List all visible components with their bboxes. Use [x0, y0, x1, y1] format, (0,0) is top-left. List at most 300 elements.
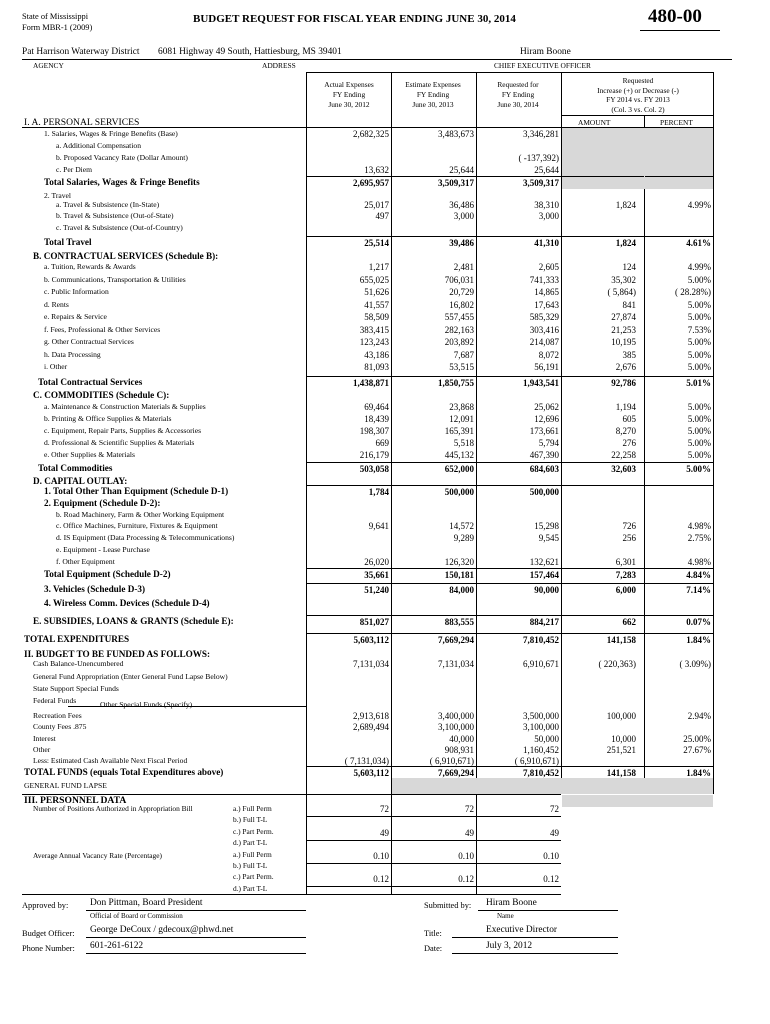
- row-label: D. CAPITAL OUTLAY:: [33, 476, 128, 486]
- form-label: Form MBR-1 (2009): [22, 23, 93, 32]
- ceo-caption: CHIEF EXECUTIVE OFFICER: [494, 61, 591, 70]
- row-value: 25.00%: [683, 734, 711, 744]
- row-value: 126,320: [444, 557, 474, 567]
- row-label: Total Travel: [44, 237, 92, 247]
- row-label: f. Other Equipment: [56, 557, 115, 566]
- row-value: 5.00%: [687, 362, 711, 372]
- budget-officer-value: George DeCoux / gdecoux@phwd.net: [90, 925, 234, 935]
- total-rule: [477, 485, 561, 486]
- row-value: 4.99%: [687, 200, 711, 210]
- row-value: 4.84%: [686, 570, 711, 580]
- row-label: e. Equipment - Lease Purchase: [56, 545, 150, 554]
- row-value: 5,794: [538, 438, 559, 448]
- row-value: 27,874: [611, 312, 636, 322]
- total-rule: [392, 583, 476, 584]
- total-rule: [307, 766, 391, 767]
- row-value: 50,000: [534, 734, 559, 744]
- row-value: 25,644: [534, 165, 559, 175]
- row-value: 1,943,541: [523, 378, 559, 388]
- row-value: 10,000: [611, 734, 636, 744]
- total-rule: [477, 462, 561, 463]
- row-value: 32,603: [611, 464, 636, 474]
- personnel-sub-label: a.) Full Perm: [233, 804, 272, 813]
- total-rule: [645, 615, 713, 616]
- row-value: 2,682,325: [353, 129, 389, 139]
- row-label: h. Data Processing: [44, 350, 101, 359]
- page-title: BUDGET REQUEST FOR FISCAL YEAR ENDING JUNE 30, 2014: [193, 13, 516, 25]
- total-rule: [307, 462, 391, 463]
- approved-label: Approved by:: [22, 901, 69, 910]
- row-value: 652,000: [444, 464, 474, 474]
- total-rule: [392, 615, 476, 616]
- row-label: a. Tuition, Rewards & Awards: [44, 262, 136, 271]
- col-amount-header: AMOUNT: [578, 118, 611, 127]
- row-value: 3,100,000: [438, 722, 474, 732]
- official-caption: Official of Board or Commission: [90, 912, 183, 920]
- row-value: 500,000: [529, 487, 559, 497]
- row-label: b. Proposed Vacancy Rate (Dollar Amount): [56, 153, 188, 162]
- row-label: Interest: [33, 734, 56, 743]
- row-value: 56,191: [534, 362, 559, 372]
- personnel-value: 72: [550, 804, 559, 814]
- row-value: 35,661: [364, 570, 389, 580]
- total-rule: [477, 615, 561, 616]
- row-value: ( 220,363): [598, 659, 636, 669]
- state-label: State of Mississippi: [22, 12, 89, 21]
- row-value: 7,687: [453, 350, 474, 360]
- personnel-rule: [307, 816, 391, 817]
- total-rule: [392, 485, 476, 486]
- row-value: 5,603,112: [353, 635, 389, 645]
- row-label: c. Public Information: [44, 287, 109, 296]
- row-value: 1,160,452: [523, 745, 559, 755]
- row-value: 69,464: [364, 402, 389, 412]
- row-value: 7,669,294: [438, 635, 474, 645]
- row-value: 7,131,034: [353, 659, 389, 669]
- personnel-rule: [477, 840, 561, 841]
- row-value: 2,689,494: [353, 722, 389, 732]
- agency-caption: AGENCY: [33, 61, 64, 70]
- row-value: 84,000: [449, 585, 474, 595]
- row-value: 3,000: [453, 211, 474, 221]
- row-value: 706,031: [444, 275, 474, 285]
- row-value: 58,509: [364, 312, 389, 322]
- total-rule: [645, 485, 713, 486]
- row-value: 22,258: [611, 450, 636, 460]
- total-rule: [562, 236, 644, 237]
- row-value: 9,641: [368, 521, 389, 531]
- row-value: 0.07%: [686, 617, 711, 627]
- row-label: TOTAL FUNDS (equals Total Expenditures above): [24, 767, 224, 777]
- row-value: 38,310: [534, 200, 559, 210]
- agency-name: Pat Harrison Waterway District: [22, 47, 140, 57]
- row-label: e. Other Supplies & Materials: [44, 450, 135, 459]
- personnel-sub-label: c.) Part Perm.: [233, 826, 274, 836]
- row-value: 26,020: [364, 557, 389, 567]
- personnel-value: 0.12: [543, 874, 559, 884]
- row-label: a. Additional Compensation: [56, 141, 141, 150]
- personnel-sub-label: d.) Part T-L: [233, 838, 268, 848]
- row-value: 25,644: [449, 165, 474, 175]
- row-label: 2. Travel: [44, 191, 72, 200]
- row-label: b. Communications, Transportation & Utilities: [44, 275, 186, 284]
- row-value: 20,729: [449, 287, 474, 297]
- row-value: 35,302: [611, 275, 636, 285]
- total-rule: [307, 376, 391, 377]
- row-value: 141,158: [606, 635, 636, 645]
- row-value: 2,481: [453, 262, 474, 272]
- total-rule: [477, 568, 561, 569]
- row-label: c. Per Diem: [56, 165, 93, 174]
- row-value: ( 5,864): [607, 287, 636, 297]
- row-value: 3,483,673: [438, 129, 474, 139]
- personnel-rule: [307, 886, 391, 887]
- row-value: 3,400,000: [438, 711, 474, 721]
- row-value: 726: [622, 521, 636, 531]
- personnel-rule: [307, 863, 391, 864]
- total-rule: [645, 633, 713, 634]
- row-value: 383,415: [359, 325, 389, 335]
- row-label: i. Other: [44, 362, 68, 371]
- row-value: 585,329: [529, 312, 559, 322]
- row-label: d. Professional & Scientific Supplies & Materials: [44, 438, 195, 447]
- total-rule: [562, 176, 644, 177]
- row-value: 5.00%: [687, 450, 711, 460]
- row-value: 6,910,671: [523, 659, 559, 669]
- row-value: 41,310: [534, 238, 559, 248]
- row-value: 41,557: [364, 300, 389, 310]
- agency-address: 6081 Highway 49 South, Hattiesburg, MS 39401: [158, 47, 342, 57]
- row-value: 4.98%: [687, 521, 711, 531]
- row-label: c. Equipment, Repair Parts, Supplies & Accessories: [44, 426, 202, 435]
- row-value: 25,017: [364, 200, 389, 210]
- row-label: d. IS Equipment (Data Processing & Telecommunications): [56, 533, 235, 542]
- personnel-sub-label: b.) Full T-L: [233, 861, 268, 870]
- row-label: a. Travel & Subsistence (In-State): [56, 200, 160, 209]
- personnel-rule: [477, 886, 561, 887]
- row-value: 92,786: [611, 378, 636, 388]
- personnel-sub-label: c.) Part Perm.: [233, 872, 274, 882]
- row-value: 883,555: [444, 617, 474, 627]
- row-value: 303,416: [529, 325, 559, 335]
- total-rule: [307, 568, 391, 569]
- row-value: 141,158: [606, 768, 636, 778]
- row-value: 3,346,281: [523, 129, 559, 139]
- row-value: 3,500,000: [523, 711, 559, 721]
- row-value: 5.00%: [686, 464, 711, 474]
- personnel-value: 0.10: [458, 851, 474, 861]
- row-label: Total Contractual Services: [38, 377, 143, 387]
- row-value: 216,179: [359, 450, 389, 460]
- row-value: 2,676: [615, 362, 636, 372]
- row-value: 124: [622, 262, 636, 272]
- total-rule: [477, 766, 561, 767]
- row-label: E. SUBSIDIES, LOANS & GRANTS (Schedule E):: [33, 616, 234, 626]
- row-value: 684,603: [529, 464, 559, 474]
- row-label: Cash Balance-Unencumbered: [33, 659, 124, 668]
- row-value: 8,072: [538, 350, 559, 360]
- total-rule: [307, 485, 391, 486]
- total-rule: [562, 583, 644, 584]
- personnel-rule: [392, 816, 476, 817]
- row-value: ( 6,910,671): [429, 756, 474, 766]
- row-value: 3,509,317: [438, 178, 474, 188]
- row-value: 14,865: [534, 287, 559, 297]
- row-label: II. BUDGET TO BE FUNDED AS FOLLOWS:: [24, 649, 211, 659]
- row-value: 173,661: [529, 426, 559, 436]
- total-rule: [392, 376, 476, 377]
- row-label: Total Equipment (Schedule D-2): [44, 569, 171, 579]
- other-special-funds-label: Other Special Funds (Specify): [100, 700, 193, 709]
- row-label: County Fees .875: [33, 722, 87, 731]
- total-rule: [307, 583, 391, 584]
- row-label: GENERAL FUND LAPSE: [24, 781, 107, 790]
- row-value: 908,931: [444, 745, 474, 755]
- total-rule: [392, 568, 476, 569]
- row-value: 497: [375, 211, 389, 221]
- total-rule: [645, 568, 713, 569]
- total-rule: [477, 176, 561, 177]
- row-value: 5.00%: [687, 426, 711, 436]
- row-value: 14,572: [449, 521, 474, 531]
- personnel-value: 72: [465, 804, 474, 814]
- total-rule: [477, 583, 561, 584]
- row-value: 8,270: [615, 426, 636, 436]
- col-actual-header: Actual Expenses FY Ending June 30, 2012: [324, 80, 374, 109]
- row-value: ( 7,131,034): [344, 756, 389, 766]
- row-label: f. Fees, Professional & Other Services: [44, 325, 161, 334]
- row-value: 17,643: [534, 300, 559, 310]
- row-label: General Fund Appropriation (Enter General Fund Lapse Below): [33, 672, 228, 681]
- date-value: July 3, 2012: [486, 941, 533, 951]
- row-value: 12,091: [449, 414, 474, 424]
- date-label: Date:: [424, 944, 443, 953]
- row-value: 25,062: [534, 402, 559, 412]
- row-value: 7,283: [615, 570, 636, 580]
- row-value: 5.00%: [687, 300, 711, 310]
- row-value: 36,486: [449, 200, 474, 210]
- row-value: 157,464: [529, 570, 559, 580]
- personnel-rule: [392, 863, 476, 864]
- total-rule: [392, 633, 476, 634]
- row-value: 51,626: [364, 287, 389, 297]
- row-label: C. COMMODITIES (Schedule C):: [33, 390, 170, 400]
- row-value: 18,439: [364, 414, 389, 424]
- row-value: 7.14%: [686, 585, 711, 595]
- row-value: 81,093: [364, 362, 389, 372]
- row-value: 10,195: [611, 337, 636, 347]
- row-value: 7,669,294: [438, 768, 474, 778]
- row-value: 282,163: [444, 325, 474, 335]
- row-value: 841: [622, 300, 636, 310]
- title-value: Executive Director: [486, 925, 558, 935]
- row-label: 2. Equipment (Schedule D-2):: [44, 498, 161, 508]
- row-value: 1,438,871: [353, 378, 389, 388]
- row-label: B. CONTRACTUAL SERVICES (Schedule B):: [33, 251, 219, 261]
- col-change-header: Requested Increase (+) or Decrease (-) FY 2014 vs. FY 2013 (Col. 3 vs. Col. 2): [597, 76, 679, 114]
- row-value: 2.75%: [687, 533, 711, 543]
- row-value: 53,515: [449, 362, 474, 372]
- address-caption: ADDRESS: [262, 61, 296, 70]
- row-value: 23,868: [449, 402, 474, 412]
- total-rule: [307, 615, 391, 616]
- row-value: 9,545: [538, 533, 559, 543]
- row-value: 90,000: [534, 585, 559, 595]
- row-value: 5.01%: [686, 378, 711, 388]
- row-value: 5.00%: [687, 312, 711, 322]
- personnel-sub-label: a.) Full Perm: [233, 849, 272, 859]
- total-rule: [645, 462, 713, 463]
- col-requested-header: Requested for FY Ending June 30, 2014: [497, 80, 539, 109]
- total-rule: [392, 462, 476, 463]
- row-value: 7.53%: [687, 325, 711, 335]
- submitted-label: Submitted by:: [424, 901, 472, 910]
- row-value: 150,181: [444, 570, 474, 580]
- row-value: 5.00%: [687, 275, 711, 285]
- row-value: 1,824: [615, 200, 636, 210]
- row-value: 4.98%: [687, 557, 711, 567]
- phone-label: Phone Number:: [22, 944, 75, 953]
- row-value: ( 3.09%): [679, 659, 711, 669]
- row-value: 39,486: [449, 238, 474, 248]
- row-label: b. Travel & Subsistence (Out-of-State): [56, 211, 174, 220]
- row-value: 884,217: [529, 617, 559, 627]
- personnel-rule: [392, 840, 476, 841]
- personnel-sub-label: d.) Part T-L: [233, 883, 268, 893]
- title-label: Title:: [424, 929, 442, 938]
- row-label: c. Travel & Subsistence (Out-of-Country): [56, 223, 183, 232]
- positions-label: Number of Positions Authorized in Appropriation Bill: [33, 804, 193, 813]
- row-label: State Support Special Funds: [33, 684, 119, 693]
- row-value: 7,810,452: [523, 635, 559, 645]
- vacancy-label: Average Annual Vacancy Rate (Percentage): [33, 851, 162, 860]
- row-value: 655,025: [359, 275, 389, 285]
- row-value: 5.00%: [687, 337, 711, 347]
- col-percent-header: PERCENT: [660, 118, 693, 127]
- row-label: Less: Estimated Cash Available Next Fiscal Period: [33, 756, 188, 765]
- row-value: ( -137,392): [518, 153, 559, 163]
- row-value: 5.00%: [687, 402, 711, 412]
- row-value: 276: [622, 438, 636, 448]
- personnel-value: 49: [465, 828, 474, 838]
- personnel-value: 49: [380, 828, 389, 838]
- row-label: 4. Wireless Comm. Devices (Schedule D-4): [44, 598, 210, 608]
- row-value: 25,514: [364, 238, 389, 248]
- row-label: e. Repairs & Service: [44, 312, 107, 321]
- total-rule: [307, 236, 391, 237]
- row-value: 3,100,000: [523, 722, 559, 732]
- row-label: Other: [33, 745, 51, 754]
- total-rule: [477, 633, 561, 634]
- ceo-name: Hiram Boone: [520, 47, 571, 57]
- personnel-value: 0.12: [458, 874, 474, 884]
- row-value: 503,058: [359, 464, 389, 474]
- total-rule: [645, 376, 713, 377]
- total-rule: [562, 376, 644, 377]
- total-rule: [562, 615, 644, 616]
- row-value: 4.99%: [687, 262, 711, 272]
- row-value: 12,696: [534, 414, 559, 424]
- row-value: 7,810,452: [523, 768, 559, 778]
- row-value: 500,000: [444, 487, 474, 497]
- total-rule: [562, 568, 644, 569]
- row-value: 1.84%: [686, 635, 711, 645]
- row-value: 123,243: [359, 337, 389, 347]
- personnel-value: 0.12: [373, 874, 389, 884]
- total-rule: [562, 485, 644, 486]
- row-value: 1,850,755: [438, 378, 474, 388]
- row-value: 5,518: [453, 438, 474, 448]
- row-value: 5.00%: [687, 350, 711, 360]
- personnel-rule: [307, 840, 391, 841]
- row-value: 1,217: [368, 262, 389, 272]
- personnel-value: 0.10: [373, 851, 389, 861]
- row-label: 1. Salaries, Wages & Fringe Benefits (Base): [44, 129, 178, 138]
- row-value: 5,603,112: [353, 768, 389, 778]
- row-value: 43,186: [364, 350, 389, 360]
- personnel-rule: [392, 886, 476, 887]
- personnel-value: 0.10: [543, 851, 559, 861]
- row-value: 214,087: [529, 337, 559, 347]
- row-value: 13,632: [364, 165, 389, 175]
- total-rule: [307, 176, 391, 177]
- row-value: 256: [622, 533, 636, 543]
- row-value: 1,824: [615, 238, 636, 248]
- row-value: 2,605: [538, 262, 559, 272]
- total-rule: [392, 176, 476, 177]
- row-value: 51,240: [364, 585, 389, 595]
- row-value: 15,298: [534, 521, 559, 531]
- row-label: III. PERSONNEL DATA: [24, 795, 127, 806]
- row-value: 2,913,618: [353, 711, 389, 721]
- row-value: 16,802: [449, 300, 474, 310]
- total-rule: [307, 633, 391, 634]
- row-value: 40,000: [449, 734, 474, 744]
- row-label: I. A. PERSONAL SERVICES: [24, 117, 140, 128]
- total-rule: [562, 766, 644, 767]
- approved-name: Don Pittman, Board President: [90, 898, 203, 908]
- total-rule: [392, 766, 476, 767]
- row-value: 3,509,317: [523, 178, 559, 188]
- row-value: ( 28.28%): [675, 287, 711, 297]
- row-value: 5.00%: [687, 414, 711, 424]
- personnel-rule: [477, 863, 561, 864]
- total-rule: [392, 236, 476, 237]
- total-rule: [477, 236, 561, 237]
- row-value: 7,131,034: [438, 659, 474, 669]
- row-value: 100,000: [606, 711, 636, 721]
- row-value: 605: [622, 414, 636, 424]
- budget-officer-label: Budget Officer:: [22, 929, 75, 938]
- row-label: b. Road Machinery, Farm & Other Working Equipment: [56, 510, 225, 519]
- row-value: 557,455: [444, 312, 474, 322]
- row-value: 445,132: [444, 450, 474, 460]
- submitted-name: Hiram Boone: [486, 898, 537, 908]
- row-value: 6,000: [615, 585, 636, 595]
- total-rule: [645, 766, 713, 767]
- row-label: g. Other Contractual Services: [44, 337, 134, 346]
- row-label: b. Printing & Office Supplies & Materials: [44, 414, 172, 423]
- phone-value: 601-261-6122: [90, 941, 144, 951]
- row-label: 1. Total Other Than Equipment (Schedule D-1): [44, 486, 229, 496]
- col-estimate-header: Estimate Expenses FY Ending June 30, 2013: [405, 80, 461, 109]
- total-rule: [645, 236, 713, 237]
- form-number: 480-00: [648, 6, 702, 27]
- personnel-value: 49: [550, 828, 559, 838]
- row-value: 669: [375, 438, 389, 448]
- row-value: 6,301: [615, 557, 636, 567]
- row-label: Total Salaries, Wages & Fringe Benefits: [44, 177, 200, 187]
